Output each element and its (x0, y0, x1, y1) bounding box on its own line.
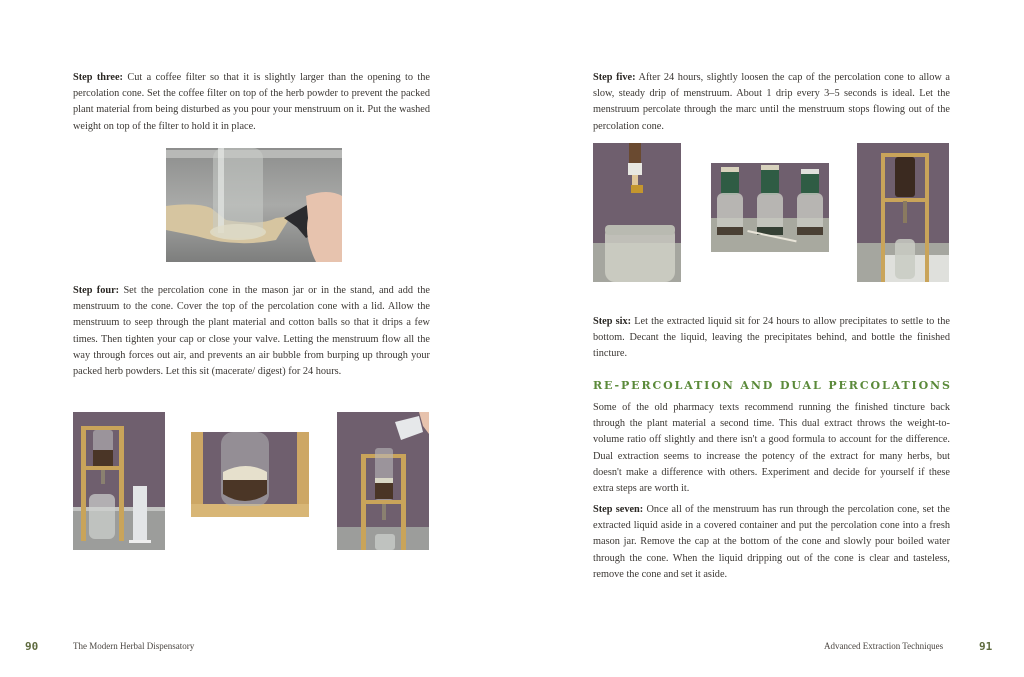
section-heading: RE-PERCOLATION AND DUAL PERCOLATIONS (593, 379, 952, 392)
step-five-paragraph (593, 70, 950, 135)
step-five-text: After 24 hours, slightly loosen the cap of the percolation cone to allow a slow, steady drip of menstruum. About 1 drip every 3–5 seconds is ideal. Let the menstruum percolate through the marc until the menstruum stops flowing out of the percolation cone. (593, 72, 951, 132)
step-three-paragraph (73, 70, 430, 135)
section-body-paragraph: Some of the old pharmacy texts recommend running the finished tincture back through the plant material a second time. This dual extract throws the weight-to-volume ratio off slightly and there isn't a good formula to account for the difference. Dual extraction seems to increase the potency of the extract for many herbs, but doesn't make a difference with others. Experiment and decide for yourself if these extra steps are worth it. (593, 402, 950, 495)
running-head-left: The Modern Herbal Dispensatory (73, 641, 195, 651)
photo-cone-in-stand-closeup (191, 432, 309, 517)
photo-three-percolation-cones (711, 163, 829, 252)
step-four-paragraph (73, 283, 430, 380)
step-three-label: Step three: (73, 72, 123, 83)
right-page (512, 0, 1024, 677)
step-six-label: Step six: (593, 316, 632, 327)
photo-pouring-menstruum (337, 412, 429, 550)
photo-cutting-filter (166, 148, 342, 262)
step-six-text: Let the extracted liquid sit for 24 hours to allow precipitates to settle to the bottom. Decant the liquid, leaving the precipitates behind, and bottle the finished tincture. (593, 316, 950, 360)
page-number-left: 90 (25, 640, 39, 653)
running-head-right: Advanced Extraction Techniques (824, 641, 944, 651)
page-number-right: 91 (979, 640, 993, 653)
photo-stand-dripping-into-jar (857, 143, 949, 282)
step-four-label: Step four: (73, 285, 120, 296)
step-six-paragraph (593, 314, 950, 363)
step-three-text: Cut a coffee filter so that it is slightly larger than the opening to the percolation cone. Set the coffee filter on top of the herb powder to prevent the packed plant material from being disturbed as you pour your menstruum on it. Put the washed weight on top of the filter to hold it in place. (73, 72, 430, 132)
step-seven-text: Once all of the menstruum has run through the percolation cone, set the extracted liquid aside in a covered container and put the percolation cone into a fresh mason jar. Remove the cap at the bottom of the cone and slowly pour boiled water through the cone. When the liquid dripping out of the cone is clear and tasteless, remove the cone and set it aside. (593, 504, 950, 580)
step-seven-paragraph (593, 502, 950, 583)
step-seven-label: Step seven: (593, 504, 644, 515)
photo-stand-graduated-cylinder (73, 412, 165, 550)
photo-valve-over-jar (593, 143, 681, 282)
step-five-label: Step five: (593, 72, 636, 83)
step-four-text: Set the percolation cone in the mason jar or in the stand, and add the menstruum to the cone. Cover the top of the percolation cone with a lid. Allow the menstruum to seep through the plant material and cotton balls so that it drips a few times. Then tighten your cap or close your valve. Letting the menstruum flow all the way through forces out air, and prevents an air bubble from burping up through your packed herb powders. Let this sit (macerate/ digest) for 24 hours. (73, 285, 430, 378)
